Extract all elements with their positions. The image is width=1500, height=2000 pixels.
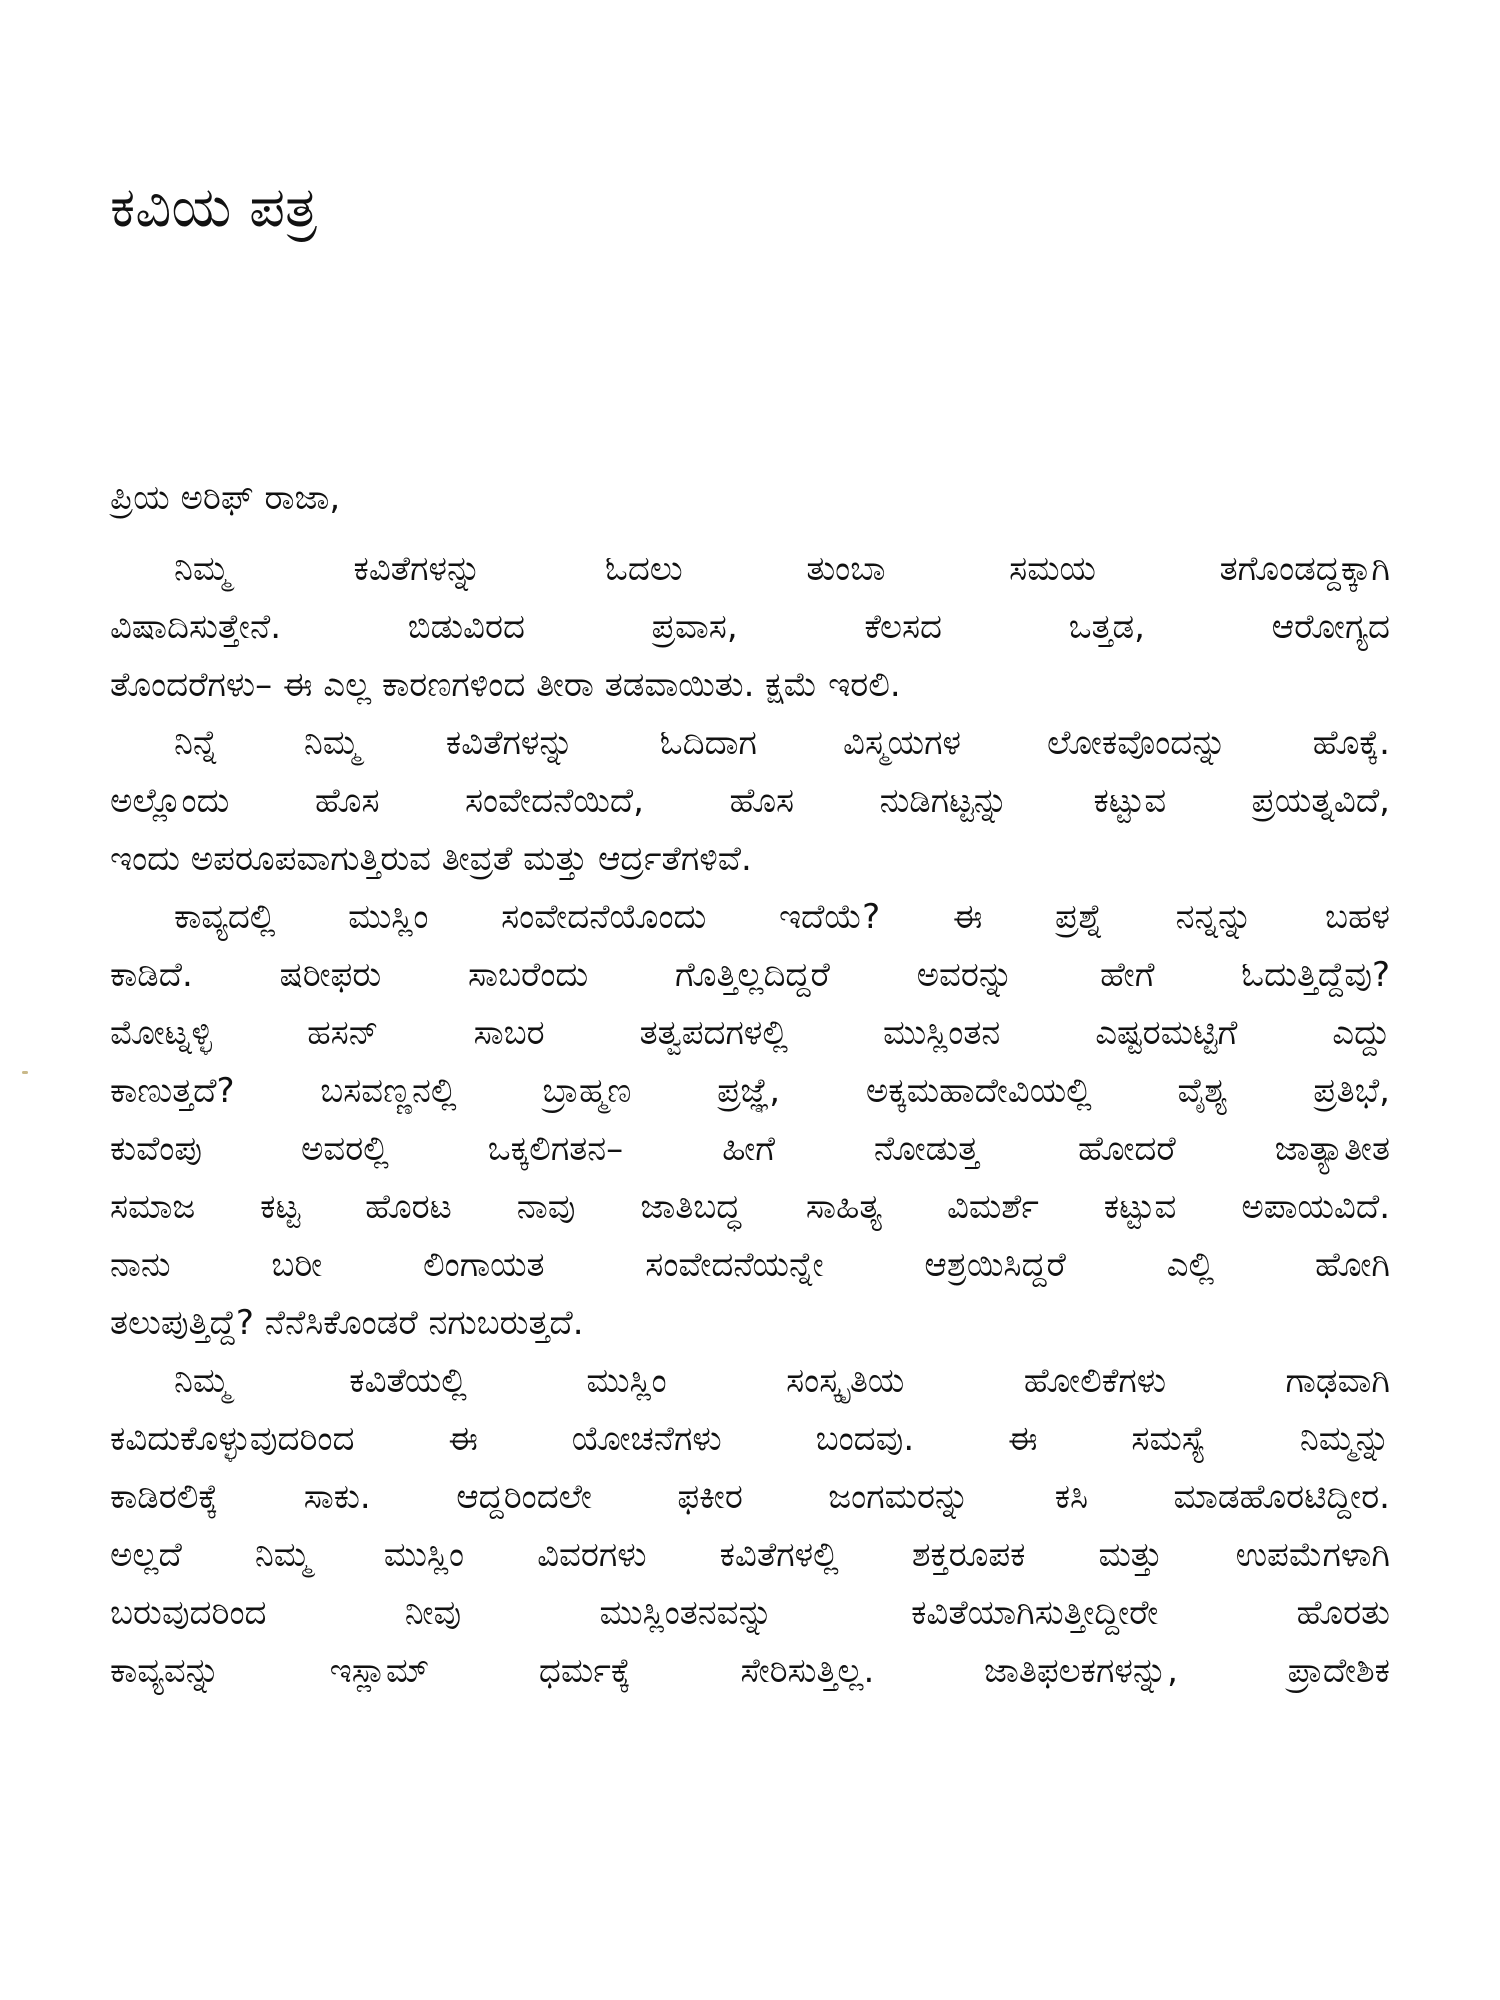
text-line: ಸಮಾಜ ಕಟ್ಟ ಹೊರಟ ನಾವು ಜಾತಿಬದ್ಧ ಸಾಹಿತ್ಯ ವಿಮರ್ಶೆ ಕಟ್ಟುವ ಅಪಾಯವಿದೆ.: [110, 1187, 1390, 1227]
letter-salutation: ಪ್ರಿಯ ಅರಿಫ್ ರಾಜಾ,: [110, 478, 341, 518]
paragraph-2: [110, 714, 1390, 888]
text-line: ಇಂದು ಅಪರೂಪವಾಗುತ್ತಿರುವ ತೀವ್ರತೆ ಮತ್ತು ಆರ್ದ್ರತೆಗಳಿವೆ.: [110, 839, 752, 879]
text-line: ತಲುಪುತ್ತಿದ್ದೆ? ನೆನೆಸಿಕೊಂಡರೆ ನಗುಬರುತ್ತದೆ.: [110, 1303, 584, 1343]
text-line: ನಿಮ್ಮ ಕವಿತೆಯಲ್ಲಿ ಮುಸ್ಲಿಂ ಸಂಸ್ಕೃತಿಯ ಹೋಲಿಕೆಗಳು ಗಾಢವಾಗಿ: [174, 1361, 1390, 1401]
text-line: ನಾನು ಬರೀ ಲಿಂಗಾಯತ ಸಂವೇದನೆಯನ್ನೇ ಆಶ್ರಯಿಸಿದ್ದರೆ ಎಲ್ಲಿ ಹೋಗಿ: [110, 1245, 1390, 1285]
text-line: ಕಾವ್ಯವನ್ನು ಇಸ್ಲಾಮ್ ಧರ್ಮಕ್ಕೆ ಸೇರಿಸುತ್ತಿಲ್ಲ. ಜಾತಿಫಲಕಗಳನ್ನು, ಪ್ರಾದೇಶಿಕ: [110, 1651, 1390, 1691]
text-line: ಅಲ್ಲದೆ ನಿಮ್ಮ ಮುಸ್ಲಿಂ ವಿವರಗಳು ಕವಿತೆಗಳಲ್ಲಿ ಶಕ್ತರೂಪಕ ಮತ್ತು ಉಪಮೆಗಳಾಗಿ: [110, 1535, 1390, 1575]
letter-body: [110, 540, 1390, 1700]
text-line: ನಿನ್ನೆ ನಿಮ್ಮ ಕವಿತೆಗಳನ್ನು ಓದಿದಾಗ ವಿಸ್ಮಯಗಳ ಲೋಕವೊಂದನ್ನು ಹೊಕ್ಕೆ.: [174, 723, 1390, 763]
paragraph-1: [110, 540, 1390, 714]
text-line: ಕಾಣುತ್ತದೆ? ಬಸವಣ್ಣನಲ್ಲಿ ಬ್ರಾಹ್ಮಣ ಪ್ರಜ್ಞೆ, ಅಕ್ಕಮಹಾದೇವಿಯಲ್ಲಿ ವೈಶ್ಯ ಪ್ರತಿಭೆ,: [110, 1071, 1390, 1111]
scan-speck: [22, 1071, 28, 1074]
text-line: ಕವಿದುಕೊಳ್ಳುವುದರಿಂದ ಈ ಯೋಚನೆಗಳು ಬಂದವು. ಈ ಸಮಸ್ಯೆ ನಿಮ್ಮನ್ನು: [110, 1419, 1390, 1459]
text-line: ಅಲ್ಲೊಂದು ಹೊಸ ಸಂವೇದನೆಯಿದೆ, ಹೊಸ ನುಡಿಗಟ್ಟನ್ನು ಕಟ್ಟುವ ಪ್ರಯತ್ನವಿದೆ,: [110, 781, 1390, 821]
text-line: ಬರುವುದರಿಂದ ನೀವು ಮುಸ್ಲಿಂತನವನ್ನು ಕವಿತೆಯಾಗಿಸುತ್ತೀದ್ದೀರೇ ಹೊರತು: [110, 1593, 1390, 1633]
text-line: ಕುವೆಂಪು ಅವರಲ್ಲಿ ಒಕ್ಕಲಿಗತನ– ಹೀಗೆ ನೋಡುತ್ತ ಹೋದರೆ ಜಾತ್ಯಾತೀತ: [110, 1129, 1390, 1169]
text-line: ಕಾಡಿದೆ. ಷರೀಫರು ಸಾಬರೆಂದು ಗೊತ್ತಿಲ್ಲದಿದ್ದರೆ ಅವರನ್ನು ಹೇಗೆ ಓದುತ್ತಿದ್ದೆವು?: [110, 955, 1390, 995]
paragraph-4: [110, 1352, 1390, 1700]
page-title: ಕವಿಯ ಪತ್ರ: [110, 175, 318, 240]
paragraph-3: [110, 888, 1390, 1352]
text-line: ವಿಷಾದಿಸುತ್ತೇನೆ. ಬಿಡುವಿರದ ಪ್ರವಾಸ, ಕೆಲಸದ ಒತ್ತಡ, ಆರೋಗ್ಯದ: [110, 607, 1390, 647]
text-line: ನಿಮ್ಮ ಕವಿತೆಗಳನ್ನು ಓದಲು ತುಂಬಾ ಸಮಯ ತಗೊಂಡದ್ದಕ್ಕಾಗಿ: [174, 549, 1390, 589]
text-line: ಕಾವ್ಯದಲ್ಲಿ ಮುಸ್ಲಿಂ ಸಂವೇದನೆಯೊಂದು ಇದೆಯೆ? ಈ ಪ್ರಶ್ನೆ ನನ್ನನ್ನು ಬಹಳ: [174, 897, 1390, 937]
text-line: ತೊಂದರೆಗಳು– ಈ ಎಲ್ಲ ಕಾರಣಗಳಿಂದ ತೀರಾ ತಡವಾಯಿತು. ಕ್ಷಮೆ ಇರಲಿ.: [110, 665, 901, 705]
text-line: ಕಾಡಿರಲಿಕ್ಕೆ ಸಾಕು. ಆದ್ದರಿಂದಲೇ ಫಕೀರ ಜಂಗಮರನ್ನು ಕಸಿ ಮಾಡಹೊರಟಿದ್ದೀರ.: [110, 1477, 1390, 1517]
text-line: ಮೋಟ್ನಳ್ಳಿ ಹಸನ್ ಸಾಬರ ತತ್ವಪದಗಳಲ್ಲಿ ಮುಸ್ಲಿಂತನ ಎಷ್ಟರಮಟ್ಟಿಗೆ ಎದ್ದು: [110, 1013, 1390, 1053]
